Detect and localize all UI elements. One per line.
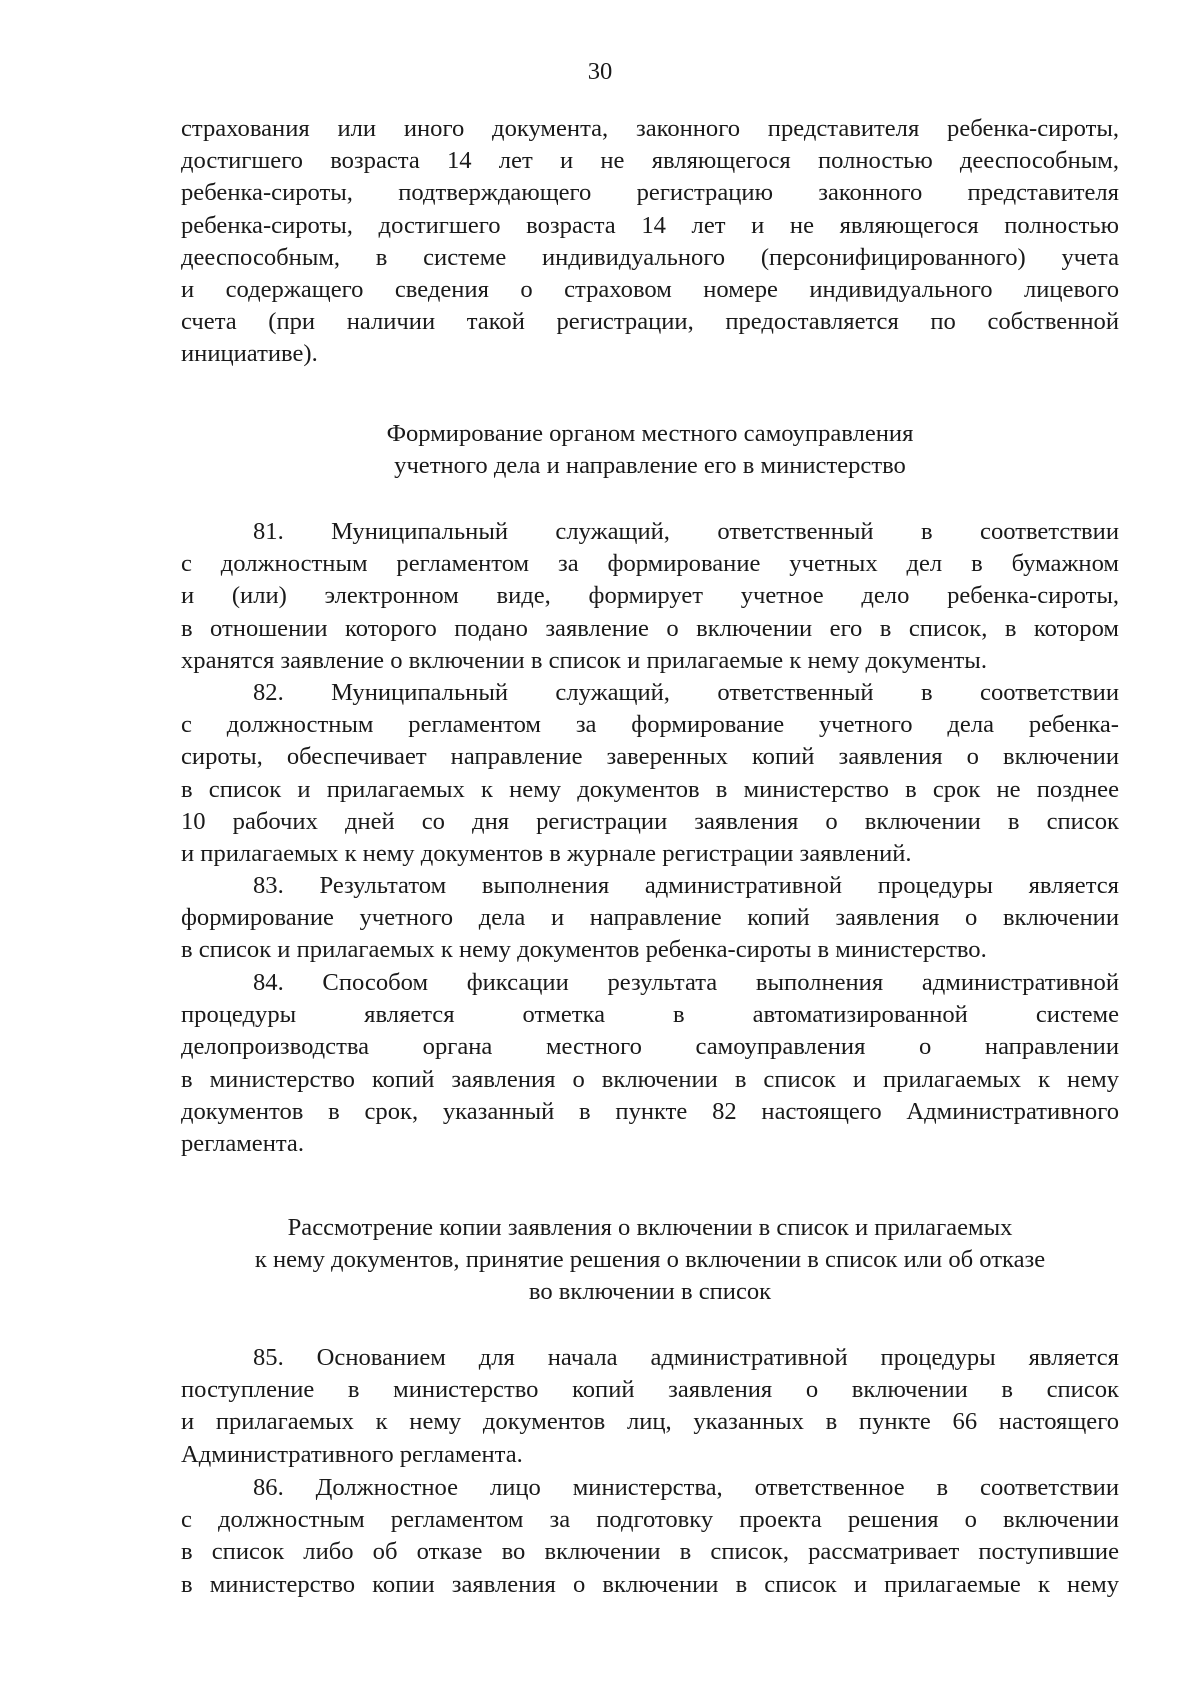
text-line: формирование учетного дела и направление копий заявления о включении	[181, 904, 1119, 932]
text-line: в список и прилагаемых к нему документов ребенка-сироты в министерство.	[181, 936, 987, 964]
text-line: дееспособным, в системе индивидуального (персонифицированного) учета	[181, 243, 1119, 271]
text-line: 10 рабочих дней со дня регистрации заявления о включении в список	[181, 807, 1119, 835]
text-line: в министерство копий заявления о включении в список и прилагаемых к нему	[181, 1065, 1119, 1093]
section-heading-2	[181, 1212, 1119, 1309]
text-line: делопроизводства органа местного самоуправления о направлении	[181, 1033, 1119, 1061]
heading-line: Формирование органом местного самоуправления	[386, 420, 914, 447]
text-line: с должностным регламентом за формирование учетных дел в бумажном	[181, 550, 1119, 578]
text-line: 85. Основанием для начала административной процедуры является	[253, 1344, 1119, 1371]
section-heading-1	[181, 418, 1119, 482]
text-line: процедуры является отметка в автоматизированной системе	[181, 1001, 1119, 1029]
text-line: и содержащего сведения о страховом номере индивидуального лицевого	[181, 275, 1119, 303]
paragraph-86	[181, 1472, 1119, 1601]
paragraph-85	[181, 1342, 1119, 1471]
text-line: 86. Должностное лицо министерства, ответственное в соответствии	[253, 1474, 1119, 1501]
text-line: 81. Муниципальный служащий, ответственный в соответствии	[253, 518, 1119, 545]
text-line: поступление в министерство копий заявления о включении в список	[181, 1376, 1119, 1404]
text-line: и (или) электронном виде, формирует учетное дело ребенка-сироты,	[181, 582, 1119, 610]
heading-line: к нему документов, принятие решения о включении в список или об отказе	[254, 1246, 1046, 1274]
text-line: инициативе).	[181, 340, 318, 368]
text-line: страхования или иного документа, законного представителя ребенка-сироты,	[181, 115, 1119, 142]
text-line: документов в срок, указанный в пункте 82 настоящего Административного	[181, 1097, 1119, 1125]
text-line: с должностным регламентом за подготовку проекта решения о включении	[181, 1506, 1119, 1534]
text-line: счета (при наличии такой регистрации, предоставляется по собственной	[181, 308, 1119, 336]
heading-line: учетного дела и направление его в министерство	[394, 452, 906, 480]
heading-line: во включении в список	[528, 1278, 772, 1306]
text-line: ребенка-сироты, подтверждающего регистрацию законного представителя	[181, 179, 1119, 207]
paragraph-84	[181, 967, 1119, 1160]
text-line: в список либо об отказе во включении в список, рассматривает поступившие	[181, 1538, 1119, 1566]
text-line: 83. Результатом выполнения административной процедуры является	[253, 872, 1119, 899]
paragraph-intro	[181, 113, 1119, 371]
paragraph-81	[181, 516, 1119, 677]
text-line: в министерство копии заявления о включении в список и прилагаемые к нему	[181, 1570, 1119, 1598]
text-line: в отношении которого подано заявление о включении его в список, в котором	[181, 614, 1119, 642]
text-line: Административного регламента.	[181, 1440, 523, 1468]
text-line: 82. Муниципальный служащий, ответственный в соответствии	[253, 679, 1119, 706]
text-line: в список и прилагаемых к нему документов в министерство в срок не позднее	[181, 775, 1119, 803]
text-line: регламента.	[181, 1129, 304, 1157]
heading-line: Рассмотрение копии заявления о включении в список и прилагаемых	[287, 1214, 1013, 1241]
paragraph-83	[181, 870, 1119, 967]
paragraph-82	[181, 677, 1119, 870]
text-line: и прилагаемых к нему документов в журнале регистрации заявлений.	[181, 839, 912, 867]
text-line: достигшего возраста 14 лет и не являющегося полностью дееспособным,	[181, 147, 1119, 175]
text-line: ребенка-сироты, достигшего возраста 14 лет и не являющегося полностью	[181, 211, 1119, 239]
text-line: 84. Способом фиксации результата выполнения административной	[253, 969, 1119, 996]
text-line: сироты, обеспечивает направление заверенных копий заявления о включении	[181, 743, 1119, 771]
text-line: с должностным регламентом за формирование учетного дела ребенка-	[181, 711, 1119, 739]
text-line: хранятся заявление о включении в список и прилагаемые к нему документы.	[181, 646, 987, 674]
page-number: 30	[587, 58, 613, 85]
text-line: и прилагаемых к нему документов лиц, указанных в пункте 66 настоящего	[181, 1408, 1119, 1436]
